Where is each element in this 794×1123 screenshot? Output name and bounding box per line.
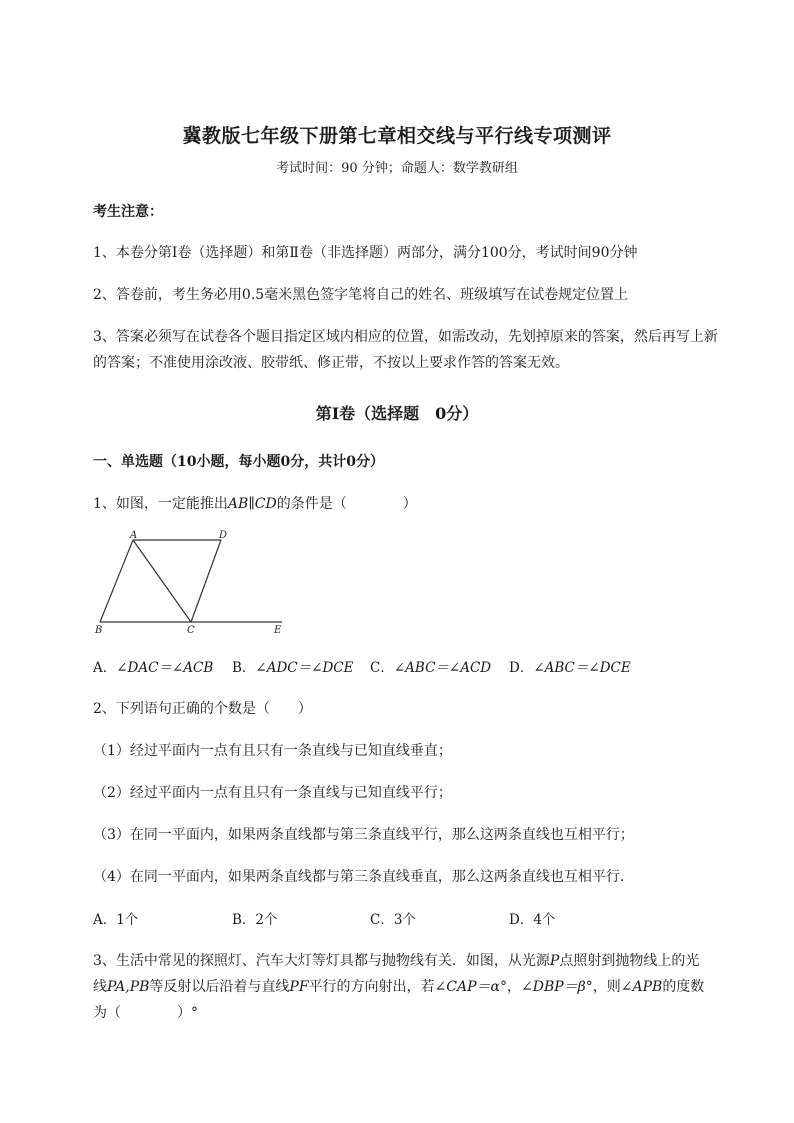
q2-option-a[interactable]: A．1个 — [93, 912, 139, 928]
exam-info: 考试时间：90 分钟；命题人：数学教研组 — [276, 161, 518, 176]
q2-option-c[interactable]: C．3个 — [370, 912, 416, 928]
label-a: A — [130, 530, 138, 541]
q2-option-d[interactable]: D．4个 — [509, 912, 556, 928]
q1-option-a[interactable]: A．∠DAC＝∠ACB — [93, 660, 214, 676]
q1-stem-math: AB∥CD — [227, 496, 277, 512]
part-heading: 一、单选题（10小题，每小题0分，共计0分） — [93, 454, 384, 470]
question-3-line-3: 为（ ）° — [93, 1005, 198, 1021]
segment-ac — [133, 540, 191, 622]
q1-stem-prefix: 1、如图，一定能推出 — [93, 496, 228, 512]
q1-option-d[interactable]: D．∠ABC＝∠DCE — [509, 660, 631, 676]
q2-statement-4: （4）在同一平面内，如果两条直线都与第三条直线垂直，那么这两条直线也互相平行． — [93, 869, 634, 885]
q2-statement-3: （3）在同一平面内，如果两条直线都与第三条直线平行，那么这两条直线也互相平行； — [93, 827, 634, 843]
question-3-line-1: 3、生活中常见的探照灯、汽车大灯等灯具都与抛物线有关．如图，从光源P点照射到抛物线上的光 — [93, 953, 700, 969]
notice-heading: 考生注意： — [93, 204, 163, 220]
q2-option-b[interactable]: B．2个 — [232, 912, 278, 928]
q1-option-c[interactable]: C．∠ABC＝∠ACD — [370, 660, 492, 676]
question-1-figure — [90, 528, 300, 640]
notice-item-3: 3、答案必须写在试卷各个题目指定区域内相应的位置，如需改动，先划掉原来的答案，然后再写上新 — [93, 329, 718, 345]
label-c: C — [187, 625, 195, 636]
page-title: 冀教版七年级下册第七章相交线与平行线专项测评 — [182, 125, 612, 147]
question-3-line-2: 线PA,PB等反射以后沿着与直线PF平行的方向射出，若∠CAP＝α°，∠DBP＝β°，则∠APB的度数 — [93, 979, 705, 995]
segment-dc — [191, 540, 221, 622]
notice-item-3-cont: 的答案；不准使用涂改液、胶带纸、修正带，不按以上要求作答的答案无效。 — [93, 355, 569, 371]
section-title: 第Ⅰ卷（选择题 0分） — [315, 404, 479, 423]
q2-statement-2: （2）经过平面内一点有且只有一条直线与已知直线平行； — [93, 785, 452, 801]
q1-option-b[interactable]: B．∠ADC＝∠DCE — [232, 660, 354, 676]
question-2-stem: 2、下列语句正确的个数是（ ） — [93, 701, 312, 717]
segment-ab — [100, 540, 133, 622]
notice-item-2: 2、答卷前，考生务必用0.5毫米黑色签字笔将自己的姓名、班级填写在试卷规定位置上 — [93, 287, 629, 303]
q1-stem-suffix: 的条件是（ ） — [276, 496, 417, 512]
label-b: B — [95, 625, 103, 636]
label-e: E — [274, 625, 282, 636]
q2-statement-1: （1）经过平面内一点有且只有一条直线与已知直线垂直； — [93, 743, 452, 759]
question-1-stem — [93, 493, 417, 513]
label-d: D — [219, 530, 228, 541]
notice-item-1: 1、本卷分第Ⅰ卷（选择题）和第Ⅱ卷（非选择题）两部分，满分100分，考试时间90分钟 — [93, 245, 638, 261]
